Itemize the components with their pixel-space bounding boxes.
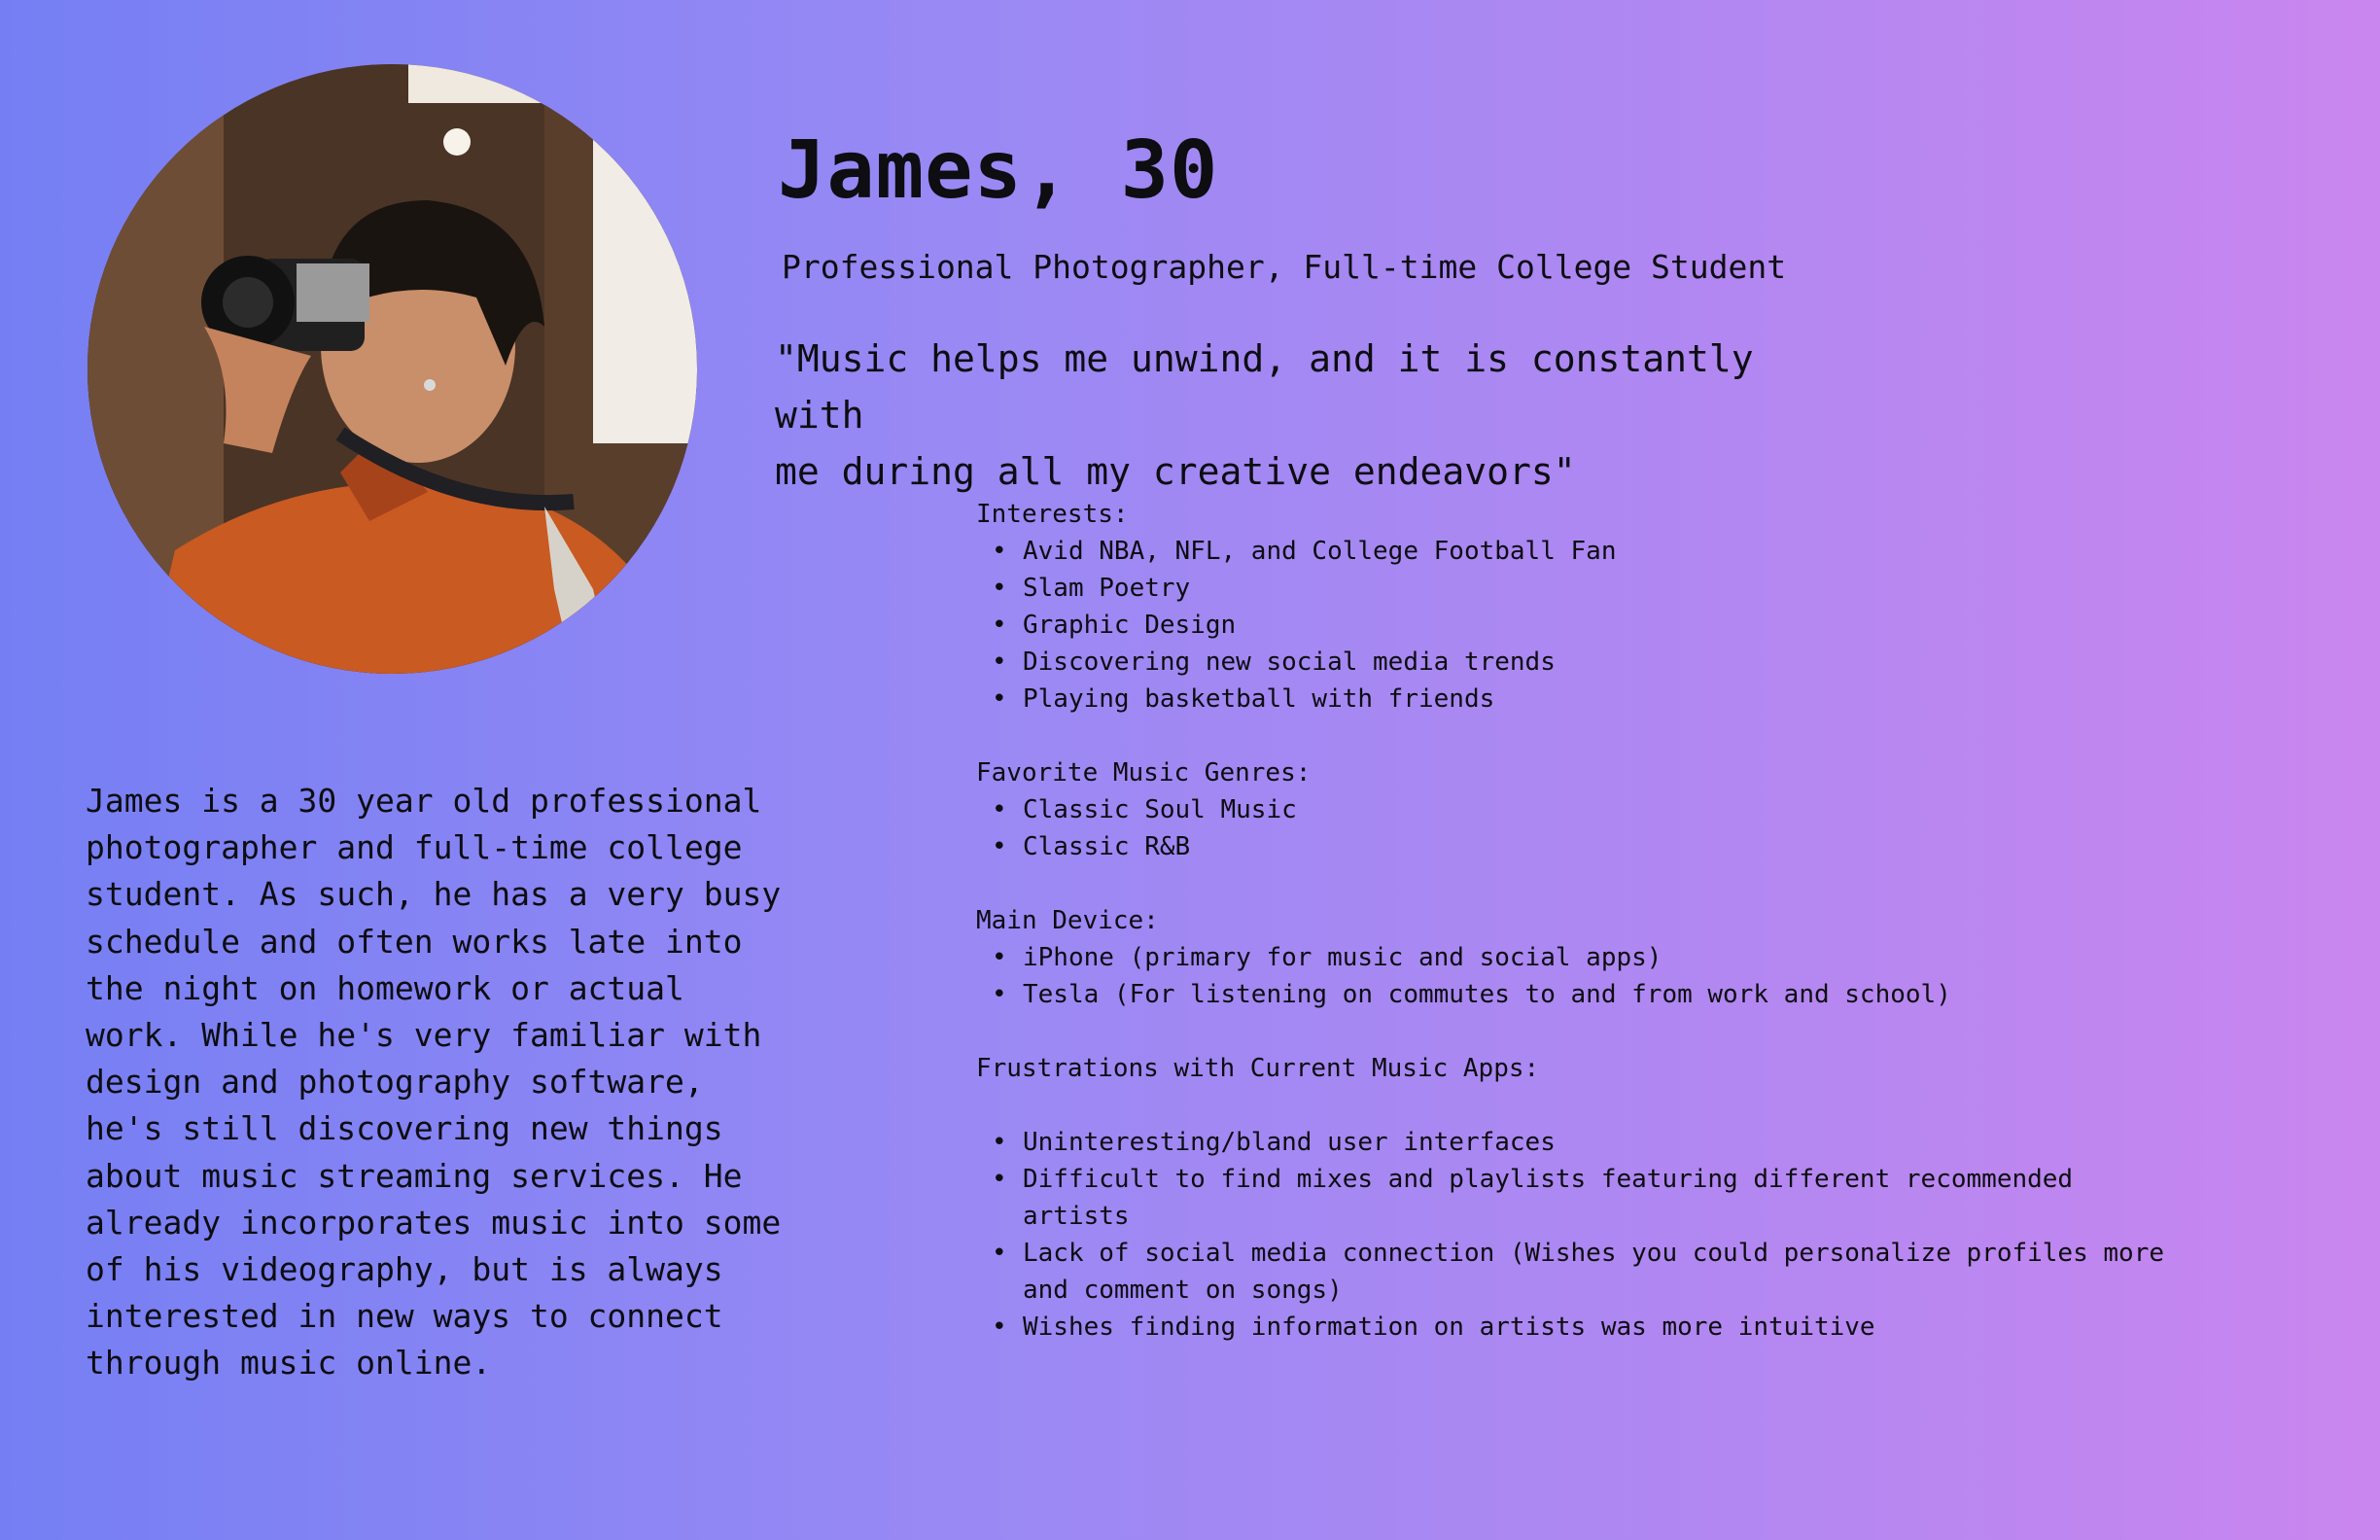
list-item: • Avid NBA, NFL, and College Football Fan (1023, 533, 2182, 570)
genres-heading: Favorite Music Genres: (976, 758, 1312, 788)
list-item: • Classic R&B (1023, 828, 2182, 865)
list-item: • Lack of social media connection (Wishes you could personalize profiles more and comment on songs) (1023, 1235, 2182, 1309)
interests-heading: Interests: (976, 500, 1129, 529)
devices-section (976, 902, 2182, 1013)
devices-list (976, 939, 2182, 1013)
persona-details (976, 496, 2182, 1346)
list-item: • iPhone (primary for music and social apps) (1023, 939, 2182, 976)
list-item: • Difficult to find mixes and playlists featuring different recommended artists (1023, 1161, 2182, 1235)
frustrations-section (976, 1050, 2182, 1346)
list-item: • Uninteresting/bland user interfaces (1023, 1124, 2182, 1161)
quote-line-2: me during all my creative endeavors" (775, 450, 1576, 493)
list-item: • Classic Soul Music (1023, 791, 2182, 828)
spacer (976, 1087, 2182, 1124)
devices-heading: Main Device: (976, 906, 1159, 935)
list-item: • Playing basketball with friends (1023, 681, 2182, 718)
persona-quote (775, 331, 1864, 500)
list-item: • Wishes finding information on artists was more intuitive (1023, 1309, 2182, 1346)
persona-occupation: Professional Photographer, Full-time College Student (782, 248, 1787, 286)
profile-photo (88, 64, 697, 674)
quote-line-1: "Music helps me unwind, and it is constantly with (775, 337, 1754, 437)
genres-section (976, 754, 2182, 865)
list-item: • Tesla (For listening on commutes to and from work and school) (1023, 976, 2182, 1013)
persona-bio: James is a 30 year old professional photographer and full-time college student. As such, he has a very busy schedule and often works late into the night on homework or actual work. While he's very familiar with design and photography software, he's still discovering new things about music streaming services. He already incorporates music into some of his videography, but is always interested in new ways to connect through music online. (86, 782, 782, 1382)
list-item: • Slam Poetry (1023, 570, 2182, 607)
frustrations-list (976, 1124, 2182, 1346)
photographer-illustration (88, 64, 697, 674)
list-item: • Graphic Design (1023, 607, 2182, 644)
genres-list (976, 791, 2182, 865)
persona-name: James, 30 (778, 124, 1219, 217)
frustrations-heading: Frustrations with Current Music Apps: (976, 1054, 1540, 1083)
interests-section (976, 496, 2182, 718)
interests-list (976, 533, 2182, 718)
list-item: • Discovering new social media trends (1023, 644, 2182, 681)
